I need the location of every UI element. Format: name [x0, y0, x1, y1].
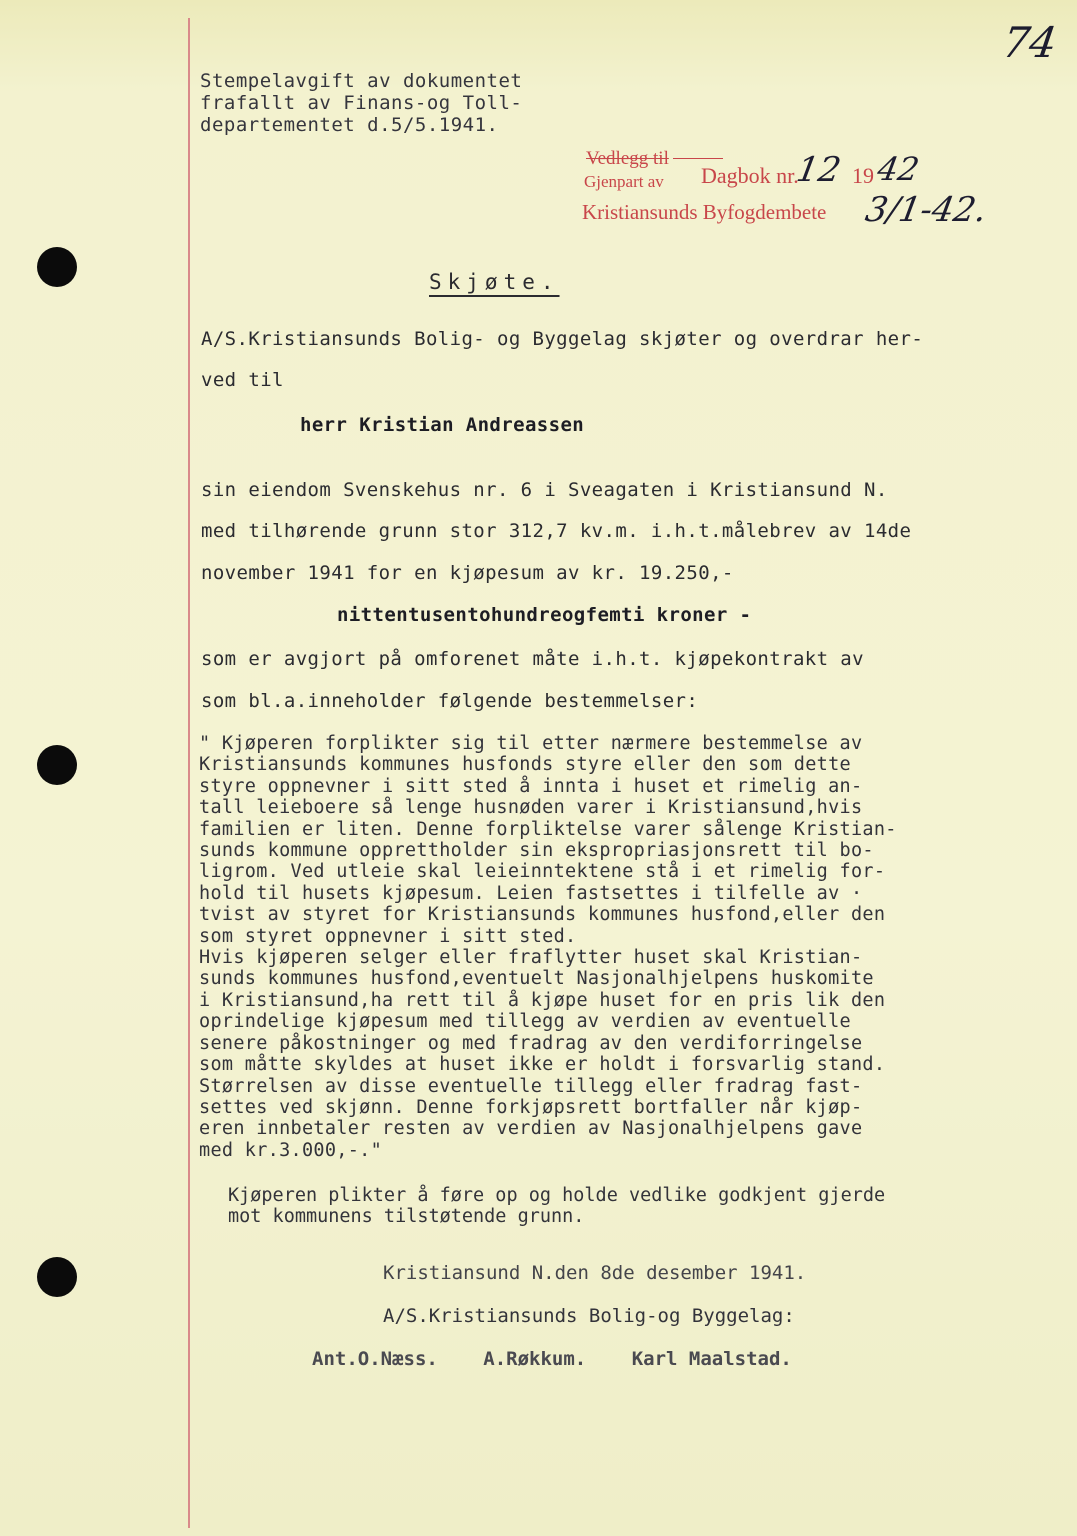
- quote-line: oprindelige kjøpesum med tillegg av verdien av eventuelle: [199, 1011, 851, 1033]
- intro-line: ved til: [201, 369, 284, 391]
- signatory-name: A.Røkkum.: [483, 1348, 587, 1370]
- document-title: Skjøte.: [429, 270, 560, 294]
- quote-line: eren innbetaler resten av verdien av Nasjonalhjelpens gave: [199, 1118, 863, 1140]
- stamp-note-line: frafallt av Finans-og Toll-: [200, 92, 523, 114]
- stamp-note-line: departementet d.5/5.1941.: [200, 114, 499, 136]
- quote-line: med kr.3.000,-.": [199, 1139, 383, 1161]
- quote-line: tvist av styret for Kristiansunds kommunes husfond,eller den: [199, 904, 886, 926]
- quote-line: Størrelsen av disse eventuelle tillegg eller fradrag fast-: [199, 1075, 863, 1097]
- closing-line: mot kommunens tilstøtende grunn.: [228, 1206, 585, 1228]
- stamp-copy-label: Gjenpart av: [584, 172, 664, 191]
- quote-line: sunds kommune opprettholder sin ekspropriasjonsrett til bo-: [199, 840, 874, 862]
- quote-line: hold til husets kjøpesum. Leien fastsettes i tilfelle av ·: [199, 882, 863, 904]
- stamp-duty-note: [200, 70, 522, 136]
- settlement-line: som er avgjort på omforenet måte i.h.t. kjøpekontrakt av: [201, 648, 864, 670]
- dagbok-number: 12: [793, 150, 844, 190]
- quote-line: ligrom. Ved utleie skal leieinntektene stå i et rimelig for-: [199, 861, 886, 883]
- stamp-date: 3/1-42.: [862, 190, 990, 230]
- margin-rule: [188, 18, 190, 1528]
- quote-line: " Kjøperen forplikter sig til etter nærmere bestemmelse av: [199, 733, 863, 754]
- signatories: [312, 1348, 826, 1370]
- quote-line: settes ved skjønn. Denne forkjøpsrett bortfaller når kjøp-: [199, 1096, 863, 1118]
- quote-line: i Kristiansund,ha rett til å kjøpe huset for en pris lik den: [199, 989, 886, 1011]
- property-line: sin eiendom Svenskehus nr. 6 i Sveagaten i Kristiansund N.: [201, 479, 888, 501]
- quote-line: styre oppnevner i sitt sted å innta i huset et rimelig an-: [199, 775, 863, 797]
- amount-in-words: nittentusentohundreogfemti kroner -: [337, 604, 752, 626]
- stamp-note-line: Stempelavgift av dokumentet: [200, 70, 523, 92]
- year-prefix: 19: [852, 163, 874, 188]
- punch-hole-bottom: [37, 1257, 77, 1297]
- quoted-provisions: [199, 733, 897, 1161]
- quote-line: Kristiansunds kommunes husfonds styre eller den som dette: [199, 754, 851, 776]
- signatory-name: Ant.O.Næss.: [312, 1348, 438, 1370]
- year-suffix: 42: [874, 150, 923, 188]
- quote-line: som styret oppnevner i sitt sted.: [199, 925, 577, 947]
- stamp-office-label: Kristiansunds Byfogdembete: [582, 200, 827, 224]
- place-and-date: Kristiansund N.den 8de desember 1941.: [383, 1262, 807, 1284]
- quote-line: Hvis kjøperen selger eller fraflytter huset skal Kristian-: [199, 947, 863, 969]
- stamp-attachment-label: Vedlegg til: [586, 148, 669, 169]
- page-number: 74: [999, 18, 1060, 67]
- intro-line: A/S.Kristiansunds Bolig- og Byggelag skjøter og overdrar her-: [201, 328, 924, 350]
- quote-line: senere påkostninger og med fradrag av den verdiforringelse: [199, 1032, 863, 1054]
- buyer-name: herr Kristian Andreassen: [300, 414, 585, 436]
- quote-line: sunds kommunes husfond,eventuelt Nasjonalhjelpens huskomite: [199, 968, 874, 990]
- signatory-name: Karl Maalstad.: [631, 1348, 792, 1370]
- dagbok-label: Dagbok nr.: [701, 163, 799, 188]
- punch-hole-middle: [37, 745, 77, 785]
- property-line: november 1941 for en kjøpesum av kr. 19.250,-: [201, 562, 734, 584]
- settlement-line: som bl.a.inneholder følgende bestemmelser:: [201, 690, 699, 712]
- closing-line: Kjøperen plikter å føre op og holde vedlike godkjent gjerde: [228, 1185, 886, 1206]
- property-line: med tilhørende grunn stor 312,7 kv.m. i.h.t.målebrev av 14de: [201, 520, 912, 542]
- quote-line: familien er liten. Denne forpliktelse varer sålenge Kristian-: [199, 818, 897, 840]
- organization-signature: A/S.Kristiansunds Bolig-og Byggelag:: [383, 1305, 795, 1327]
- punch-hole-top: [37, 247, 77, 287]
- fence-clause: [228, 1185, 885, 1228]
- quote-line: tall leieboere så lenge husnøden varer i Kristiansund,hvis: [199, 797, 863, 819]
- quote-line: som måtte skyldes at huset ikke er holdt i forsvarlig stand.: [199, 1054, 886, 1076]
